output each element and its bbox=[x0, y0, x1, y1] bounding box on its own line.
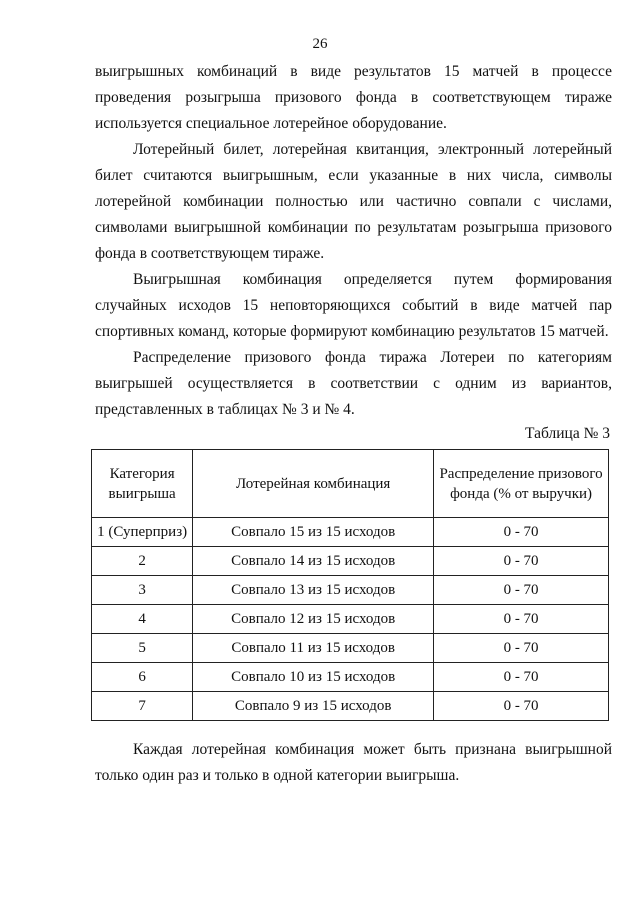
paragraph-single-win-rule: Каждая лотерейная комбинация может быть признана выигрышной только один раз и только в одной категории выигрыша. bbox=[95, 741, 612, 784]
cell-distribution: 0 - 70 bbox=[434, 547, 609, 576]
table-row bbox=[92, 547, 609, 576]
table-row bbox=[92, 692, 609, 721]
cell-combination: Совпало 10 из 15 исходов bbox=[193, 663, 434, 692]
cell-category: 5 bbox=[92, 634, 193, 663]
cell-distribution: 0 - 70 bbox=[434, 634, 609, 663]
cell-distribution: 0 - 70 bbox=[434, 605, 609, 634]
cell-distribution: 0 - 70 bbox=[434, 518, 609, 547]
prize-distribution-table bbox=[91, 449, 609, 721]
paragraph-continuation: выигрышных комбинаций в виде результатов 15 матчей в процессе проведения розыгрыша призового фонда в соответствующем тираже используется специальное лотерейное оборудование. bbox=[95, 63, 612, 132]
cell-category: 3 bbox=[92, 576, 193, 605]
cell-combination: Совпало 14 из 15 исходов bbox=[193, 547, 434, 576]
header-distribution: Распределение призового фонда (% от выручки) bbox=[434, 450, 609, 518]
header-combination: Лотерейная комбинация bbox=[193, 450, 434, 518]
table-row bbox=[92, 634, 609, 663]
cell-combination: Совпало 13 из 15 исходов bbox=[193, 576, 434, 605]
paragraph-prize-distribution: Распределение призового фонда тиража Лотереи по категориям выигрышей осуществляется в соответствии с одним из вариантов, представленных в таблицах № 3 и № 4. bbox=[95, 349, 612, 418]
page-number: 26 bbox=[312, 36, 328, 52]
cell-combination: Совпало 9 из 15 исходов bbox=[193, 692, 434, 721]
cell-category: 6 bbox=[92, 663, 193, 692]
cell-distribution: 0 - 70 bbox=[434, 576, 609, 605]
cell-category: 1 (Суперприз) bbox=[92, 518, 193, 547]
table-caption: Таблица № 3 bbox=[525, 425, 610, 442]
paragraph-winning-combination: Выигрышная комбинация определяется путем формирования случайных исходов 15 неповторяющихся событий в виде матчей пар спортивных команд, которые формируют комбинацию результатов 15 матчей. bbox=[95, 271, 612, 340]
header-category: Категория выигрыша bbox=[92, 450, 193, 518]
cell-distribution: 0 - 70 bbox=[434, 663, 609, 692]
cell-category: 4 bbox=[92, 605, 193, 634]
table-row bbox=[92, 663, 609, 692]
table-row bbox=[92, 576, 609, 605]
cell-combination: Совпало 12 из 15 исходов bbox=[193, 605, 434, 634]
cell-combination: Совпало 11 из 15 исходов bbox=[193, 634, 434, 663]
paragraph-winning-ticket: Лотерейный билет, лотерейная квитанция, электронный лотерейный билет считаются выигрышным, если указанные в них числа, символы лотерейной комбинации полностью или частично совпали с числами, символами выигрышной комбинации по результатам розыгрыша призового фонда в соответствующем тираже. bbox=[95, 141, 612, 262]
cell-category: 2 bbox=[92, 547, 193, 576]
table-row bbox=[92, 605, 609, 634]
table-row bbox=[92, 518, 609, 547]
cell-distribution: 0 - 70 bbox=[434, 692, 609, 721]
table-header-row bbox=[92, 450, 609, 518]
cell-category: 7 bbox=[92, 692, 193, 721]
cell-combination: Совпало 15 из 15 исходов bbox=[193, 518, 434, 547]
